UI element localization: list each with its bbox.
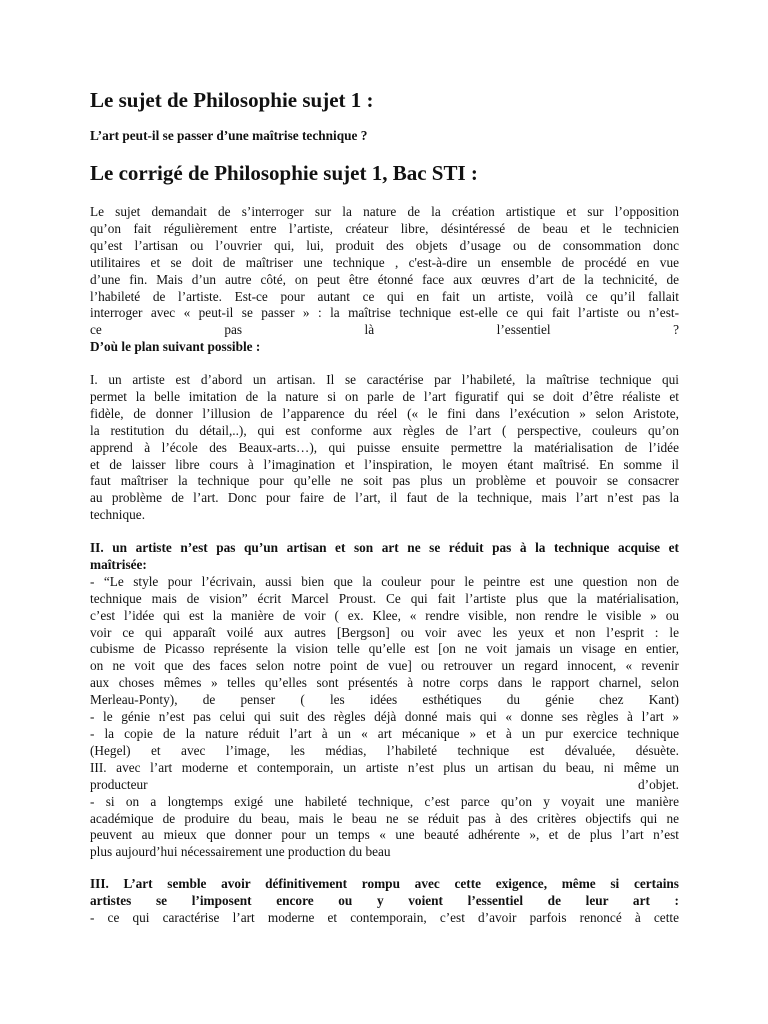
text-line: - “Le style pour l’écrivain, aussi bien que la couleur pour le peintre est une question non de [90, 573, 679, 589]
text-line: c’est l’idée qui est la manière de voir ( ex. Klee, « rendre visible, non rendre le visible » ou [90, 607, 679, 623]
text-line: ce pas là l’essentiel ? [90, 322, 679, 338]
text-line: qu’on fait régulièrement entre l’artiste, créateur libre, désintéressé de beau et le technicien [90, 220, 679, 236]
part-2-heading: II. un artiste n’est pas qu’un artisan et son art ne se réduit pas à la technique acquise et [90, 540, 679, 555]
text-line: - ce qui caractérise l’art moderne et contemporain, c’est d’avoir parfois renoncé à cette [90, 909, 679, 925]
text-line: Le sujet demandait de s’interroger sur la nature de la création artistique et sur l’opposition [90, 204, 679, 219]
correction-title: Le corrigé de Philosophie sujet 1, Bac STI : [90, 161, 478, 185]
text-line: cubisme de Picasso représente la vision telle qu’elle est [on ne voit jamais un visage en entier, [90, 641, 679, 657]
text-line: plus aujourd’hui nécessairement une production du beau [90, 844, 391, 860]
text-line: qu’est l’artisan ou l’ouvrier qui, lui, produit des objets d’usage ou de consommation donc [90, 237, 679, 253]
page-title: Le sujet de Philosophie sujet 1 : [90, 88, 374, 112]
text-line: producteur d’objet. [90, 776, 679, 792]
text-line: permet la belle imitation de la nature si on parle de l’art figuratif qui se doit d’être réaliste et [90, 388, 679, 404]
text-line: technique mais de vision” écrit Marcel Proust. Ce qui fait l’artiste plus que la matérialisation, [90, 590, 679, 606]
text-line: technique. [90, 507, 146, 523]
part-3-heading: III. L’art semble avoir définitivement rompu avec cette exigence, même si certains [90, 876, 679, 891]
text-line: - si on a longtemps exigé une habileté technique, c’est parce qu’on y voyait une manière [90, 793, 679, 809]
text-line: fidèle, de donner l’illusion de l’apparence du réel (« le fini dans l’exécution » selon Aristote, [90, 405, 679, 421]
subject-question: L’art peut-il se passer d’une maîtrise technique ? [90, 128, 368, 143]
text-line: aux choses mêmes » telles qu’elles sont présentés à notre corps dans le rapport charnel, selon [90, 675, 679, 691]
text-line: faut maîtriser la technique pour qu’elle ne soit pas plus un problème et pouvoir se consacrer [90, 473, 679, 489]
text-line: utilitaires et se doit de maîtriser une technique , c'est-à-dire un ensemble de procédé en vue [90, 254, 679, 270]
text-line: peuvent au mieux que donner pour un temps « une beauté adhérente », et de plus l’art n’est [90, 827, 679, 843]
text-line: on ne voit que des faces selon notre point de vue] ou retrouver un regard innocent, « revenir [90, 658, 679, 674]
plan-label: D’où le plan suivant possible : [90, 339, 261, 355]
text-line: voir ce qui apparaît voilé aux autres [Bergson] ou voir avec les yeux et non l’esprit : le [90, 624, 679, 640]
text-line: l’habileté de l’artiste. Est-ce pour autant ce qui en fait un artiste, voilà ce qu’il fallait [90, 288, 679, 304]
text-line: - le génie n’est pas celui qui suit des règles déjà donné mais qui « donne ses règles à l’art » [90, 709, 679, 725]
text-line: au problème de l’art. Donc pour faire de l’art, il faut de la technique, mais l’art n’est pas la [90, 490, 679, 506]
text-line: interroger avec « peut-il se passer » : la maîtrise technique est-elle ce qui fait l’artiste ou n’est- [90, 305, 679, 321]
text-line: (Hegel) et avec l’image, les médias, l’habileté technique est dévaluée, désuète. [90, 742, 679, 758]
part-2-heading: maîtrisée: [90, 556, 147, 572]
text-line: - la copie de la nature réduit l’art à un « art mécanique » et à un pur exercice technique [90, 725, 679, 741]
text-line: Merleau-Ponty), de penser ( les idées esthétiques du génie chez Kant) [90, 692, 679, 708]
part-1-paragraph [90, 372, 679, 524]
text-line: la restitution du détail,..), qui est conforme aux règles de l’art ( perspective, couleurs qu’on [90, 422, 679, 438]
text-line: apprend à l’école des Beaux-arts…), qui puisse ensuite permettre la matérialisation de l’idée [90, 439, 679, 455]
part-3-paragraph [90, 876, 679, 927]
text-line: III. avec l’art moderne et contemporain, un artiste n’est plus un artisan du beau, ni même un [90, 759, 679, 775]
text-line: I. un artiste est d’abord un artisan. Il se caractérise par l’habileté, la maîtrise technique qui [90, 372, 679, 387]
text-line: académique de produire du beau, mais le beau ne se réduit pas à des critères objectifs qui ne [90, 810, 679, 826]
part-2-paragraph [90, 540, 679, 861]
text-line: d’une fin. Mais d’un autre côté, on peut être étonné face aux œuvres d’art de la technicité, de [90, 271, 679, 287]
text-line: et de laisser libre cours à l’imagination et l’inspiration, le moyen étant maîtrisé. En somme il [90, 456, 679, 472]
intro-paragraph [90, 204, 679, 356]
part-3-heading: artistes se l’imposent encore ou y voient l’essentiel de leur art : [90, 892, 679, 908]
